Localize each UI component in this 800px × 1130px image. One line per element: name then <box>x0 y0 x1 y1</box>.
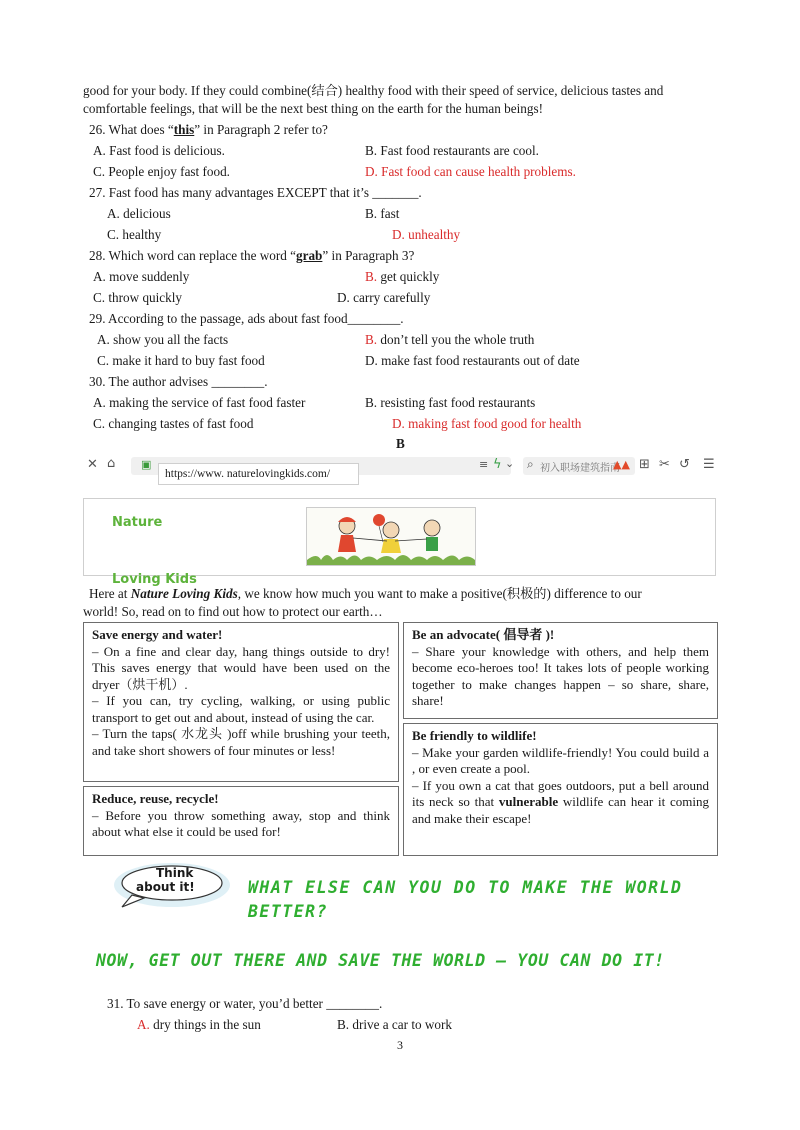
wildlife-box <box>403 723 718 856</box>
q31-option-a-answer[interactable] <box>137 1017 261 1033</box>
slogan-save-world: NOW, GET OUT THERE AND SAVE THE WORLD – YOU CAN DO IT! <box>96 951 665 970</box>
q30-option-d-answer[interactable] <box>392 416 581 432</box>
advocate-tip: – Share your knowledge with others, and help them become eco-heroes too! It takes lots of people working together to make changes happen – so share, share, share! <box>412 643 709 708</box>
q29-option-d[interactable]: D. make fast food restaurants out of date <box>365 353 580 368</box>
q31-option-a-text: dry things in the sun <box>149 1017 261 1032</box>
q31-option-a-letter: A. <box>137 1017 150 1032</box>
grid-icon[interactable]: ⊞ <box>639 457 650 472</box>
q27-option-d-answer[interactable]: D. unhealthy <box>392 227 461 242</box>
intro-line-1: good for your body. If they could combine(结合) healthy food with their speed of service, delicious tastes and <box>83 83 664 98</box>
lock-icon: ▣ <box>141 458 152 471</box>
q27-option-b[interactable]: B. fast <box>365 206 400 221</box>
url-text[interactable]: https://www. naturelovingkids.com/ <box>158 463 359 485</box>
reduce-reuse-title: Reduce, reuse, recycle! <box>92 791 219 806</box>
search-placeholder: 初入职场建筑指南 <box>540 463 620 474</box>
q29-option-b-text: don’t tell you the whole truth <box>377 332 535 347</box>
q28-option-d[interactable]: D. carry carefully <box>337 290 431 305</box>
question-26-stem <box>89 122 328 138</box>
q30-option-d-letter: D. <box>392 416 405 431</box>
q28-option-c[interactable]: C. throw quickly <box>93 290 183 305</box>
q26-word: this <box>173 122 195 137</box>
question-29-stem: 29. According to the passage, ads about fast food________. <box>89 311 404 326</box>
passage-rest: , we know how much you want to make a positive(积极的) difference to our <box>237 586 642 601</box>
q30-option-b[interactable]: B. resisting fast food restaurants <box>365 395 536 410</box>
q30-option-a[interactable]: A. making the service of fast food faster <box>93 395 306 410</box>
q26-option-b[interactable]: B. Fast food restaurants are cool. <box>365 143 539 158</box>
question-28-stem <box>89 248 414 264</box>
save-energy-title: Save energy and water! <box>92 627 223 642</box>
q28-word: grab <box>296 248 323 263</box>
fire-icon: ▲▲ <box>613 458 630 471</box>
q31-option-b[interactable]: B. drive a car to work <box>337 1017 452 1032</box>
q29-option-a[interactable]: A. show you all the facts <box>97 332 229 347</box>
save-energy-tip-2: – If you can, try cycling, walking, or using public transport to get out and about, instead of using the car. <box>92 693 390 725</box>
section-b-heading: B <box>396 436 405 451</box>
save-energy-tip-1: – On a fine and clear day, hang things outside to dry! This saves energy that would have been used on the dryer（烘干机）. <box>92 643 390 692</box>
q27-option-a[interactable]: A. delicious <box>107 206 171 221</box>
wildlife-tip-2-pre: – If you own a cat that goes outdoors, put a bell around its neck so that <box>412 777 709 809</box>
undo-icon[interactable]: ↺ <box>679 457 690 472</box>
wildlife-tip-2 <box>412 778 709 828</box>
think-about-it-bubble <box>110 860 230 910</box>
q26-option-a[interactable]: A. Fast food is delicious. <box>93 143 225 158</box>
q26-post: ” in Paragraph 2 refer to? <box>194 122 328 137</box>
logo-nature: Nature <box>112 515 163 530</box>
reduce-reuse-tip: – Before you throw something away, stop and think about what else it could be used for! <box>92 807 390 839</box>
home-icon[interactable]: ⌂ <box>107 456 116 471</box>
q27-option-c[interactable]: C. healthy <box>107 227 162 242</box>
q28-option-b-letter: B. <box>365 269 378 284</box>
advocate-title: Be an advocate( 倡导者 )! <box>412 627 555 642</box>
menu-icon[interactable]: ☰ <box>703 457 715 472</box>
slogan-question-line-2: BETTER? <box>248 902 329 921</box>
q26-pre: 26. What does “ <box>89 122 174 137</box>
passage-line-2: world! So, read on to find out how to protect our earth… <box>83 604 383 619</box>
wildlife-title: Be friendly to wildlife! <box>412 728 537 743</box>
browser-toolbar <box>83 455 718 480</box>
reader-icon[interactable]: ≡ <box>479 458 489 471</box>
kids-drawing-image <box>306 507 476 566</box>
advocate-box <box>403 622 718 719</box>
q28-pre: 28. Which word can replace the word “ <box>89 248 297 263</box>
lightning-icon[interactable]: ϟ <box>493 457 502 472</box>
chevron-down-icon[interactable]: ⌄ <box>505 457 515 470</box>
about-it-label: about it! <box>136 880 195 894</box>
logo-loving-kids: Loving Kids <box>112 572 197 587</box>
save-energy-box <box>83 622 399 782</box>
q29-option-c[interactable]: C. make it hard to buy fast food <box>97 353 265 368</box>
wildlife-tip-1: – Make your garden wildlife-friendly! You could build a , or even create a pool. <box>412 744 709 776</box>
passage-lead: Here at <box>89 586 131 601</box>
site-banner <box>83 498 716 587</box>
question-30-stem: 30. The author advises ________. <box>89 374 268 389</box>
q26-option-c[interactable]: C. People enjoy fast food. <box>93 164 230 179</box>
q26-option-d-answer[interactable]: D. Fast food can cause health problems. <box>365 164 576 179</box>
q28-option-b-answer[interactable] <box>365 269 439 285</box>
search-icon: ⌕ <box>527 457 534 471</box>
q28-option-b-text: get quickly <box>377 269 440 284</box>
passage-line-1 <box>83 583 642 602</box>
brand-name: Nature Loving Kids <box>130 586 238 601</box>
q28-post: ” in Paragraph 3? <box>322 248 415 263</box>
q29-option-b-letter: B. <box>365 332 378 347</box>
save-energy-tip-3: – Turn the taps( 水龙头 )off while brushing your teeth, and take short showers of four minutes or less! <box>92 726 390 758</box>
reduce-reuse-box <box>83 786 399 856</box>
q30-option-c[interactable]: C. changing tastes of fast food <box>93 416 254 431</box>
question-27-stem: 27. Fast food has many advantages EXCEPT that it’s _______. <box>89 185 422 200</box>
page-number: 3 <box>397 1038 403 1052</box>
slogan-question-line-1: WHAT ELSE CAN YOU DO TO MAKE THE WORLD <box>248 878 683 897</box>
wildlife-tip-2-post: wildlife can hear it coming and make their escape! <box>412 794 709 826</box>
q28-option-a[interactable]: A. move suddenly <box>93 269 190 284</box>
q30-option-d-text: making fast food good for health <box>404 416 582 431</box>
scissors-icon[interactable]: ✂ <box>659 457 670 472</box>
close-icon[interactable]: ✕ <box>87 457 98 472</box>
vulnerable-word: vulnerable <box>498 794 559 809</box>
intro-line-2: comfortable feelings, that will be the next best thing on the earth for the human beings! <box>83 101 543 116</box>
question-31-stem: 31. To save energy or water, you’d better ________. <box>107 996 383 1011</box>
think-label: Think <box>156 866 194 880</box>
q29-option-b-answer[interactable] <box>365 332 534 348</box>
